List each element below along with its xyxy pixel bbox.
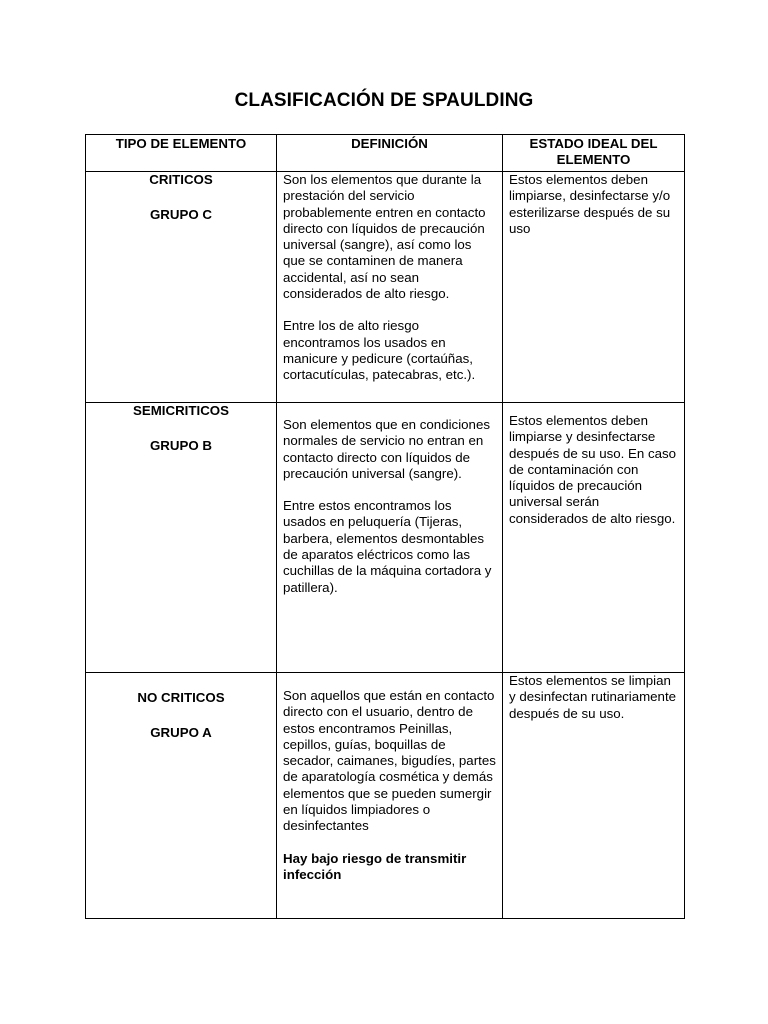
spaulding-table <box>85 134 685 919</box>
definition-paragraph: Entre los de alto riesgo encontramos los usados en manicure y pedicure (cortaúñas, cortacutículas, patecabras, etc.). <box>283 318 476 383</box>
type-cell-criticos <box>86 172 277 403</box>
type-cell-semicriticos <box>86 403 277 673</box>
state-cell-semicriticos <box>503 403 685 673</box>
state-text: Estos elementos deben limpiarse y desinfectarse después de su uso. En caso de contaminación con líquidos de precaución universal serán considerados de alto riesgo. <box>509 413 677 526</box>
header-definition <box>277 135 503 172</box>
document-title: CLASIFICACIÓN DE SPAULDING <box>234 90 534 111</box>
table-row-no-criticos <box>86 673 685 919</box>
type-group: GRUPO A <box>150 725 212 741</box>
header-state <box>503 135 685 172</box>
header-type <box>86 135 277 172</box>
header-definition-label: DEFINICIÓN <box>351 136 428 151</box>
table-header-row <box>86 135 685 172</box>
type-name: CRITICOS <box>149 172 213 187</box>
definition-paragraph: Son elementos que en condiciones normales de servicio no entran en contacto directo con líquidos de precaución universal (sangre). <box>283 417 490 481</box>
state-cell-no-criticos <box>503 673 685 919</box>
definition-paragraph: Son aquellos que están en contacto directo con el usuario, dentro de estos encontramos Peinillas, cepillos, guías, boquillas de secador, caimanes, bigudíes, partes de aparatología cosmética y demás elementos que se pueden sumergir en líquidos limpiadores o desinfectantes <box>283 688 496 834</box>
type-group: GRUPO B <box>149 438 213 454</box>
definition-paragraph: Entre estos encontramos los usados en peluquería (Tijeras, barbera, elementos desmontables de aparatos eléctricos como las cuchillas de la máquina cortadora y patillera). <box>283 498 492 595</box>
type-name: SEMICRITICOS <box>132 403 230 418</box>
state-text: Estos elementos deben limpiarse, desinfectarse y/o esterilizarse después de su uso <box>509 172 671 236</box>
definition-paragraph: Son los elementos que durante la prestación del servicio probablemente entren en contacto directo con líquidos de precaución universal (sangre), así como los que se contaminen de manera accidental, así no sean considerados de alto riesgo. <box>283 172 486 302</box>
definition-cell-semicriticos <box>277 403 503 673</box>
header-type-label: TIPO DE ELEMENTO <box>115 136 247 151</box>
type-name: NO CRITICOS <box>137 690 225 705</box>
type-group: GRUPO C <box>149 207 213 223</box>
definition-cell-criticos <box>277 172 503 403</box>
state-text: Estos elementos se limpian y desinfectan rutinariamente después de su uso. <box>509 673 677 721</box>
table-row-criticos <box>86 172 685 403</box>
state-cell-criticos <box>503 172 685 403</box>
table-row-semicriticos <box>86 403 685 673</box>
type-cell-no-criticos <box>86 673 277 919</box>
risk-note: Hay bajo riesgo de transmitir infección <box>283 850 467 882</box>
header-state-label: ESTADO IDEAL DEL ELEMENTO <box>529 136 658 168</box>
definition-cell-no-criticos <box>277 673 503 919</box>
